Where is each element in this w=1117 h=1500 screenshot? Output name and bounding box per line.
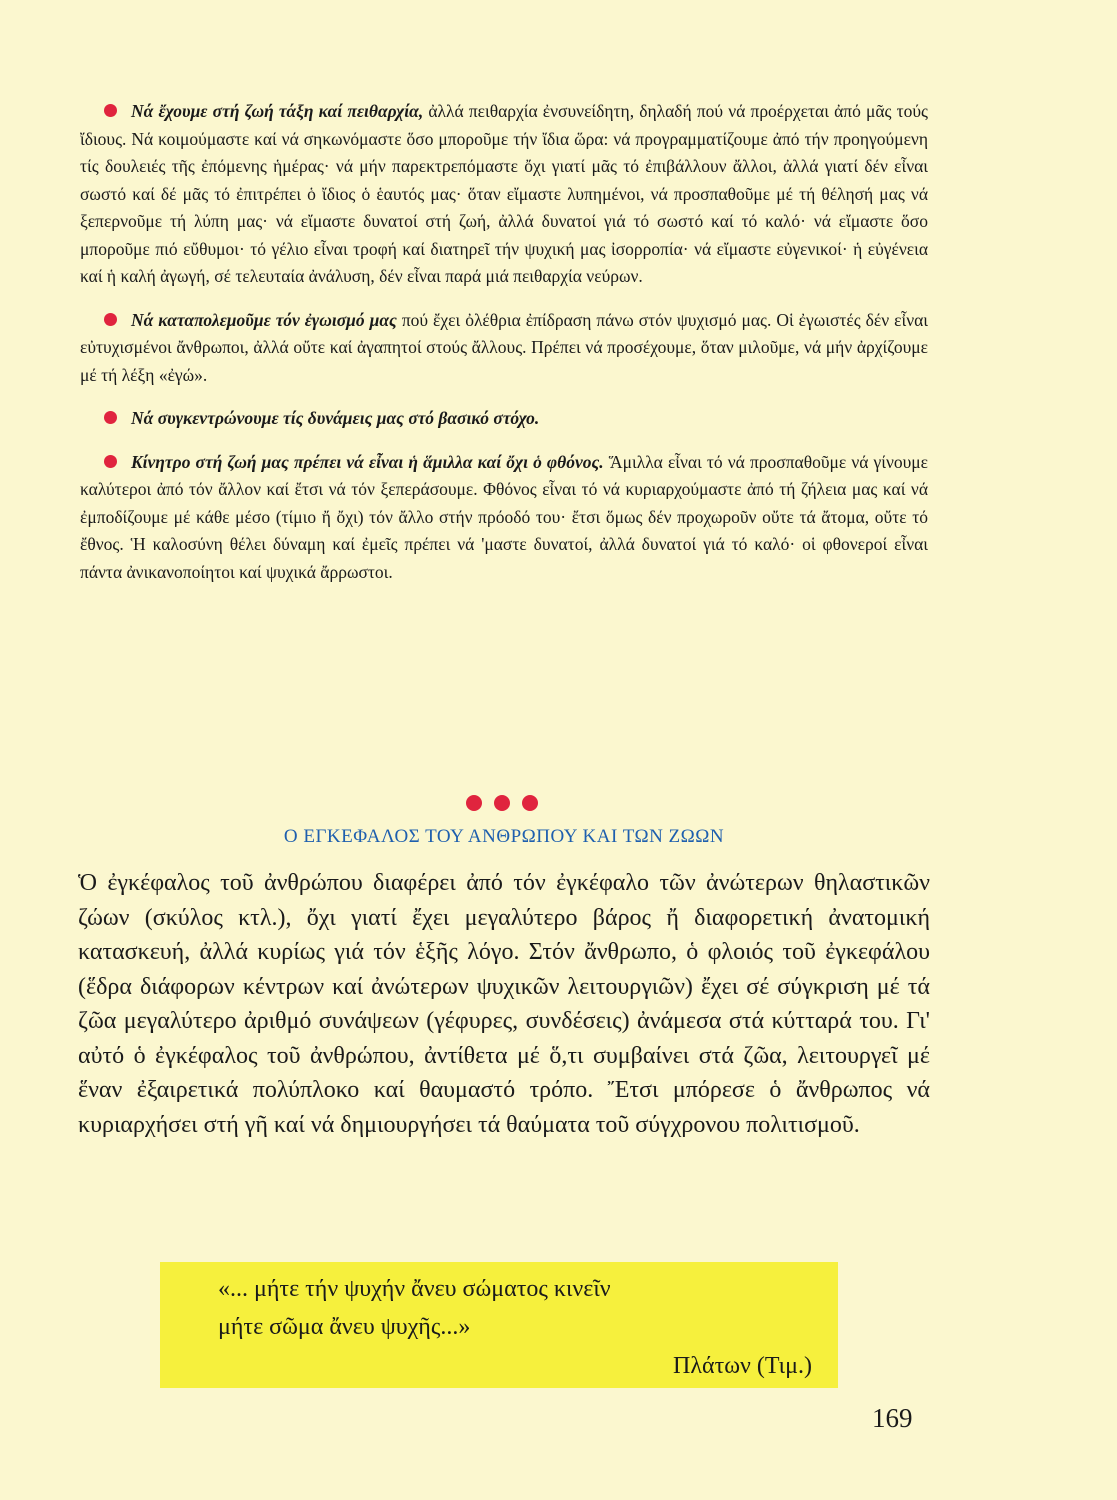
bullet-lead: Νά ἔχουμε στή ζωή τάξη καί πειθαρχία,	[131, 101, 424, 121]
bullet-dot-icon	[104, 313, 117, 326]
separator-dot-icon	[466, 795, 482, 811]
bullet-dot-icon	[104, 104, 117, 117]
bullet-lead: Νά συγκεντρώνουμε τίς δυνάμεις μας στό βασικό στόχο.	[131, 408, 540, 428]
bullet-paragraph	[80, 405, 928, 433]
highlighted-quote	[160, 1262, 838, 1388]
bullet-paragraph	[80, 449, 928, 587]
bullet-lead: Νά καταπολεμοῦμε τόν ἐγωισμό μας	[131, 309, 397, 330]
bullet-text: Ἅμιλλα εἶναι τό νά προσπαθοῦμε νά γίνουμε καλύτεροι ἀπό τόν ἄλλον καί ἔτσι νά τόν ξεπεράσουμε. Φθόνος εἶναι τό νά κυριαρχούμαστε ἀπό τή ζήλεια μας καί νά ἐμποδίζουμε μέ κάθε μέσο (τίμιο ἤ ὄχι) τόν ἄλλο στήν πρόοδό του· ἔτσι ὅμως δέν προχωροῦν οὔτε τά ἄτομα, οὔτε τό ἔθνος. Ἡ καλοσύνη θέλει δύναμη καί ἐμεῖς πρέπει νά 'μαστε δυνατοί, ἀλλά δυνατοί γιά τό καλό· οἱ φθονεροί εἶναι πάντα ἀνικανοποίητοι καί ψυχικά ἄρρωστοι.	[80, 451, 928, 582]
section-heading: Ο ΕΓΚΕΦΑΛΟΣ ΤΟΥ ΑΝΘΡΩΠΟΥ ΚΑΙ ΤΩΝ ΖΩΩΝ	[283, 826, 725, 847]
separator-dot-icon	[522, 795, 538, 811]
separator-dot-icon	[494, 795, 510, 811]
quote-line-2: μήτε σῶμα ἄνευ ψυχῆς...»	[218, 1314, 471, 1340]
bullet-list	[80, 98, 928, 602]
main-paragraph: Ὁ ἐγκέφαλος τοῦ ἀνθρώπου διαφέρει ἀπό τόν ἐγκέφαλο τῶν ἀνώτερων θηλαστικῶν ζώων (σκύλος κτλ.), ὄχι γιατί ἔχει μεγαλύτερο βάρος ἤ διαφορετική ἀνατομική κατασκευή, ἀλλά κυρίως γιά τόν ἑξῆς λόγο. Στόν ἄνθρωπο, ὁ φλοιός τοῦ ἐγκεφάλου (ἕδρα διάφορων κέντρων καί ἀνώτερων ψυχικῶν λειτουργιῶν) ἔχει σέ σύγκριση μέ τά ζῶα μεγαλύτερο ἀριθμό συνάψεων (γέφυρες, συνδέσεις) ἀνάμεσα στά κύτταρά του. Γι' αὐτό ὁ ἐγκέφαλος τοῦ ἀνθρώπου, ἀντίθετα μέ ὅ,τι συμβαίνει στά ζῶα, λειτουργεῖ μέ ἕναν ἐξαιρετικά πολύπλοκο καί θαυμαστό τρόπο. Ἔτσι μπόρεσε ὁ ἄνθρωπος νά κυριαρχήσει στή γῆ καί νά δημιουργήσει τά θαύματα τοῦ σύγχρονου πολιτισμοῦ.	[78, 870, 930, 1138]
bullet-text: ἀλλά πειθαρχία ἐνσυνείδητη, δηλαδή πού νά προέρχεται ἀπό μᾶς τούς ἴδιους. Νά κοιμούμαστε καί νά σηκωνόμαστε ὅσο μποροῦμε τήν ἴδια ὥρα: νά προγραμματίζουμε ἀπό τήν προηγούμενη τίς δουλειές τῆς ἐπόμενης ἡμέρας· νά μήν παρεκτρεπόμαστε ὄχι γιατί μᾶς τό ἐπιβάλλουν ἄλλοι, ἀλλά γιατί δέν εἶναι σωστό καί δέ μᾶς τό ἐπιτρέπει ὁ ἴδιος ὁ ἑαυτός μας· ὅταν εἴμαστε λυπημένοι, νά προσπαθοῦμε μέ τή θέλησή μας νά ξεπερνοῦμε τή λύπη μας· νά εἴμαστε δυνατοί στή ζωή, ἀλλά δυνατοί γιά τό σωστό καί τό καλό· νά εἴμαστε ὅσο μποροῦμε πιό εὔθυμοι· τό γέλιο εἶναι τροφή καί διατηρεῖ τήν ψυχική μας ἰσορροπία· νά εἴμαστε εὐγενικοί· ἡ εὐγένεια καί ἡ καλή ἀγωγή, σέ τελευταία ἀνάλυση, δέν εἶναι παρά μιά πειθαρχία νεύρων.	[80, 101, 928, 286]
quote-line-1: «... μήτε τήν ψυχήν ἄνευ σώματος κινεῖν	[218, 1276, 611, 1302]
bullet-lead: Κίνητρο στή ζωή μας πρέπει νά εἶναι ἡ ἅμιλλα καί ὄχι ὁ φθόνος.	[131, 451, 604, 472]
page-number: 169	[872, 1403, 913, 1433]
bullet-dot-icon	[104, 455, 117, 468]
bullet-paragraph	[80, 307, 928, 390]
bullet-dot-icon	[104, 411, 117, 424]
section-separator	[466, 795, 546, 815]
bullet-text: πού ἔχει ὀλέθρια ἐπίδραση πάνω στόν ψυχισμό μας. Οἱ ἐγωιστές δέν εἶναι εὐτυχισμένοι ἄνθρωποι, ἀλλά οὔτε καί ἀγαπητοί στούς ἄλλους. Πρέπει νά προσέχουμε, ὅταν μιλοῦμε, νά μήν ἀρχίζουμε μέ τή λέξη «ἐγώ».	[80, 309, 928, 385]
quote-author: Πλάτων (Τιμ.)	[673, 1353, 812, 1379]
bullet-paragraph	[80, 98, 928, 291]
